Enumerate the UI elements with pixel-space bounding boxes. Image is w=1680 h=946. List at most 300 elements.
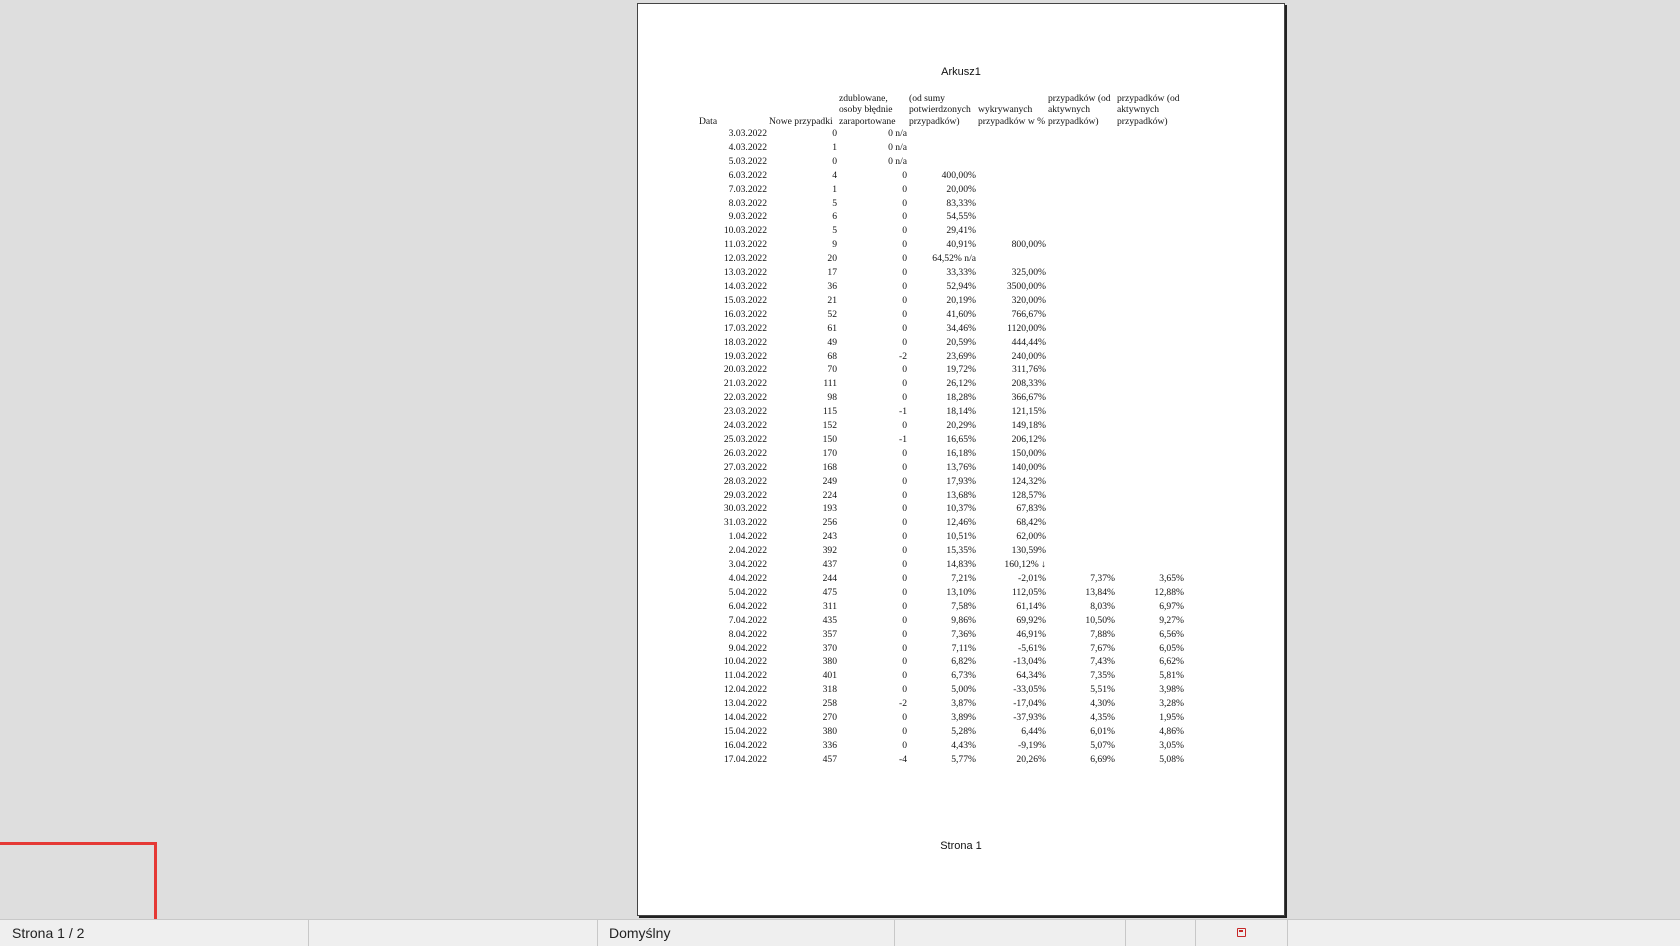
table-cell: -1 [899, 406, 907, 418]
table-cell: 7,88% [1090, 628, 1115, 640]
table-cell [1116, 489, 1185, 503]
status-field-language[interactable] [895, 920, 1126, 946]
column-header: przypadków (od aktywnych przypadków) [1048, 92, 1111, 127]
table-row [698, 336, 1185, 350]
table-cell [1047, 280, 1116, 294]
table-cell: 0 [902, 475, 907, 487]
table-cell: 1,95% [1159, 712, 1184, 724]
table-cell: 6,97% [1159, 600, 1184, 612]
table-cell [1116, 224, 1185, 238]
table-cell: 0 [902, 183, 907, 195]
table-cell: 0 [902, 600, 907, 612]
table-cell: 170 [822, 447, 837, 459]
table-cell: 0 [902, 280, 907, 292]
table-cell: 0 [902, 294, 907, 306]
table-cell: 41,60% [946, 308, 976, 320]
table-cell: 20,00% [946, 183, 976, 195]
table-cell: 34,46% [946, 322, 976, 334]
table-row [698, 155, 1185, 169]
table-cell [977, 141, 1047, 155]
table-cell [1116, 210, 1185, 224]
table-cell: 18.03.2022 [723, 336, 767, 348]
table-cell: 27.03.2022 [723, 461, 767, 473]
table-cell: 4,43% [951, 739, 976, 751]
data-table [698, 86, 1185, 767]
table-row [698, 530, 1185, 544]
table-cell [908, 155, 977, 169]
table-cell: 98 [827, 392, 837, 404]
table-cell: -2,01% [1018, 573, 1046, 584]
table-cell [1047, 419, 1116, 433]
table-cell: 13,84% [1085, 586, 1115, 598]
table-cell: 20,26% [1016, 753, 1046, 765]
table-cell: 61 [827, 322, 837, 334]
table-cell [1047, 391, 1116, 405]
table-cell [1047, 155, 1116, 169]
table-cell: 0 [902, 517, 907, 529]
table-cell: 5,00% [951, 684, 976, 696]
table-cell: 8.04.2022 [728, 628, 767, 640]
table-cell [1116, 141, 1185, 155]
table-cell: 70 [827, 364, 837, 376]
table-cell: 1.04.2022 [728, 531, 767, 543]
table-cell [1116, 197, 1185, 211]
table-cell: -17,04% [1013, 698, 1046, 710]
table-cell: 243 [822, 531, 837, 543]
table-cell [1116, 433, 1185, 447]
table-row [698, 183, 1185, 197]
table-cell: 121,15% [1011, 406, 1046, 418]
table-cell: 4 [832, 169, 837, 181]
table-cell: 0 [902, 586, 907, 598]
table-cell: 0 [902, 725, 907, 737]
table-cell [977, 197, 1047, 211]
table-cell: 380 [822, 656, 837, 668]
table-cell: 18,28% [946, 392, 976, 404]
table-cell: 7,37% [1090, 573, 1115, 584]
table-row [698, 141, 1185, 155]
table-cell: 130,59% [1011, 545, 1046, 557]
table-cell [1047, 183, 1116, 197]
table-cell: 0 [832, 128, 837, 139]
table-cell: 0 [902, 503, 907, 515]
table-cell: 10,50% [1085, 614, 1115, 626]
table-cell: 206,12% [1011, 433, 1046, 445]
table-cell: 4.04.2022 [728, 573, 767, 584]
table-cell: 0 [902, 364, 907, 376]
table-cell [1116, 294, 1185, 308]
table-cell [908, 127, 977, 141]
table-cell: 9,27% [1159, 614, 1184, 626]
table-cell: 5.03.2022 [728, 155, 767, 167]
table-cell [1047, 502, 1116, 516]
table-cell [1047, 350, 1116, 364]
table-cell: 52 [827, 308, 837, 320]
table-cell: 5,08% [1159, 753, 1184, 765]
table-cell: 10,51% [946, 531, 976, 543]
table-cell [1116, 155, 1185, 169]
table-cell: 24.03.2022 [723, 420, 767, 432]
table-cell: 160,12% ↓ [1004, 559, 1046, 571]
table-header-row [698, 86, 1185, 127]
table-row [698, 572, 1185, 586]
table-cell: -33,05% [1013, 684, 1046, 696]
table-cell: 22.03.2022 [723, 392, 767, 404]
table-cell: 1 [832, 183, 837, 195]
table-cell: 15.03.2022 [723, 294, 767, 306]
table-cell: 20.03.2022 [723, 364, 767, 376]
table-row [698, 558, 1185, 572]
table-cell: 1 [832, 141, 837, 153]
table-cell [1116, 405, 1185, 419]
table-cell: 26,12% [946, 378, 976, 390]
table-cell: 46,91% [1016, 628, 1046, 640]
table-cell: 140,00% [1011, 461, 1046, 473]
table-row [698, 600, 1185, 614]
table-cell: -4 [899, 753, 907, 765]
table-cell: 240,00% [1011, 350, 1046, 362]
table-cell [1116, 169, 1185, 183]
table-cell [1047, 210, 1116, 224]
table-cell: -5,61% [1018, 642, 1046, 654]
table-body [698, 127, 1185, 767]
table-cell: 69,92% [1016, 614, 1046, 626]
table-cell: 3,05% [1159, 739, 1184, 751]
table-row [698, 753, 1185, 767]
table-cell: 8.03.2022 [728, 197, 767, 209]
table-cell [1047, 308, 1116, 322]
table-cell: 8,03% [1090, 600, 1115, 612]
table-row [698, 433, 1185, 447]
table-cell [1047, 127, 1116, 141]
table-cell: 2.04.2022 [728, 545, 767, 557]
table-cell: 17 [827, 267, 837, 279]
table-row [698, 127, 1185, 141]
table-cell: 357 [822, 628, 837, 640]
table-cell: -2 [899, 350, 907, 362]
table-row [698, 739, 1185, 753]
table-cell: 401 [822, 670, 837, 682]
table-cell: 5,07% [1090, 739, 1115, 751]
table-cell: 152 [822, 420, 837, 432]
preview-page [637, 3, 1285, 916]
table-cell: 370 [822, 642, 837, 654]
table-cell: 0 [902, 642, 907, 654]
table-cell: 0 [902, 739, 907, 751]
column-header: Data [699, 115, 718, 127]
table-cell: 258 [822, 698, 837, 710]
table-row [698, 516, 1185, 530]
table-cell: -13,04% [1013, 656, 1046, 668]
column-header: zdublowane, osoby błędnie zaraportowane [839, 92, 896, 127]
table-cell [1047, 197, 1116, 211]
table-cell: 64,52% n/a [932, 253, 976, 265]
table-cell [1116, 391, 1185, 405]
table-row [698, 489, 1185, 503]
table-cell: 0 [902, 559, 907, 571]
table-cell [1047, 447, 1116, 461]
table-cell [1116, 252, 1185, 266]
table-cell: 19,72% [946, 364, 976, 376]
table-cell: 0 [902, 253, 907, 265]
sheet-title: Arkusz1 [941, 66, 981, 78]
table-cell: 5 [832, 225, 837, 237]
table-cell: 444,44% [1011, 336, 1046, 348]
table-cell: 311,76% [1011, 364, 1046, 376]
table-cell [1116, 183, 1185, 197]
table-row [698, 322, 1185, 336]
table-cell [1047, 252, 1116, 266]
table-cell: 0 [902, 392, 907, 404]
table-cell: 0 n/a [888, 128, 907, 139]
table-cell: 7,58% [951, 600, 976, 612]
table-cell: 392 [822, 545, 837, 557]
table-cell: 149,18% [1011, 420, 1046, 432]
table-cell: 7,67% [1090, 642, 1115, 654]
table-row [698, 224, 1185, 238]
table-row [698, 238, 1185, 252]
table-cell: 6,73% [951, 670, 976, 682]
table-cell: 7,21% [951, 573, 976, 584]
table-cell: 16.03.2022 [723, 308, 767, 320]
table-cell: 168 [822, 461, 837, 473]
table-cell [977, 127, 1047, 141]
table-cell: 9.03.2022 [728, 211, 767, 223]
table-cell: 7,43% [1090, 656, 1115, 668]
table-cell [1047, 544, 1116, 558]
table-cell: 20,29% [946, 420, 976, 432]
table-cell: 6,05% [1159, 642, 1184, 654]
table-row [698, 419, 1185, 433]
table-cell: 62,00% [1016, 531, 1046, 543]
table-row [698, 655, 1185, 669]
table-row [698, 614, 1185, 628]
table-cell: 21.03.2022 [723, 378, 767, 390]
table-cell: 33,33% [946, 267, 976, 279]
table-row [698, 266, 1185, 280]
page-indicator[interactable]: Strona 1 / 2 [0, 920, 309, 946]
table-cell: 15,35% [946, 545, 976, 557]
table-cell: 224 [822, 489, 837, 501]
table-cell [1116, 544, 1185, 558]
table-cell: 0 [902, 461, 907, 473]
table-cell [1047, 530, 1116, 544]
table-cell: 9 [832, 239, 837, 251]
table-cell: 10,37% [946, 503, 976, 515]
table-cell: 36 [827, 280, 837, 292]
table-cell: 366,67% [1011, 392, 1046, 404]
table-cell: 10.03.2022 [723, 225, 767, 237]
table-cell [1047, 489, 1116, 503]
table-row [698, 363, 1185, 377]
table-cell: 0 [902, 656, 907, 668]
table-cell: 249 [822, 475, 837, 487]
table-cell: 208,33% [1011, 378, 1046, 390]
table-cell [1116, 475, 1185, 489]
table-cell: 15.04.2022 [723, 725, 767, 737]
page-style-indicator[interactable]: Domyślny [597, 920, 895, 946]
table-cell: 0 [902, 169, 907, 181]
table-cell: 17,93% [946, 475, 976, 487]
table-row [698, 377, 1185, 391]
table-cell: 12,46% [946, 517, 976, 529]
table-cell: 3.04.2022 [728, 559, 767, 571]
table-cell [1116, 350, 1185, 364]
table-row [698, 252, 1185, 266]
table-cell: 13,10% [946, 586, 976, 598]
table-cell: 0 [902, 447, 907, 459]
table-row [698, 210, 1185, 224]
status-field-selection-mode[interactable] [1125, 920, 1196, 946]
table-cell: 112,05% [1011, 586, 1046, 598]
table-row [698, 628, 1185, 642]
table-cell [1047, 377, 1116, 391]
table-cell: 16,18% [946, 447, 976, 459]
table-cell: 5 [832, 197, 837, 209]
table-cell: 17.04.2022 [723, 753, 767, 765]
table-cell: 256 [822, 517, 837, 529]
table-row [698, 391, 1185, 405]
table-cell: 6,56% [1159, 628, 1184, 640]
table-cell: 4.03.2022 [728, 141, 767, 153]
table-row [698, 697, 1185, 711]
table-cell: 1120,00% [1007, 322, 1046, 334]
document-modified-icon[interactable] [1237, 928, 1246, 937]
table-cell: 0 [902, 378, 907, 390]
table-cell [1047, 516, 1116, 530]
table-cell [1047, 363, 1116, 377]
table-cell: 13,76% [946, 461, 976, 473]
table-cell: 18,14% [946, 406, 976, 418]
table-cell [1116, 502, 1185, 516]
table-cell: 23.03.2022 [723, 406, 767, 418]
table-cell: 800,00% [1011, 239, 1046, 251]
table-cell [1116, 447, 1185, 461]
table-cell [1116, 461, 1185, 475]
table-cell: 5,28% [951, 725, 976, 737]
table-row [698, 725, 1185, 739]
table-cell [1116, 377, 1185, 391]
table-row [698, 447, 1185, 461]
table-cell: 6.03.2022 [728, 169, 767, 181]
table-cell: 17.03.2022 [723, 322, 767, 334]
table-cell [1047, 224, 1116, 238]
table-cell [1116, 308, 1185, 322]
table-row [698, 586, 1185, 600]
table-cell: 25.03.2022 [723, 433, 767, 445]
table-cell [977, 155, 1047, 169]
table-cell [1047, 169, 1116, 183]
table-cell: 7.03.2022 [728, 183, 767, 195]
table-cell: 0 [832, 155, 837, 167]
table-cell: 14.04.2022 [723, 712, 767, 724]
table-row [698, 502, 1185, 516]
table-cell: 4,35% [1090, 712, 1115, 724]
table-cell [1116, 363, 1185, 377]
table-cell: 40,91% [946, 239, 976, 251]
table-cell: -2 [899, 698, 907, 710]
table-cell [1116, 127, 1185, 141]
table-cell: 270 [822, 712, 837, 724]
table-cell: 0 n/a [888, 141, 907, 153]
table-cell: 6 [832, 211, 837, 223]
table-cell: 26.03.2022 [723, 447, 767, 459]
table-cell: 380 [822, 725, 837, 737]
table-row [698, 280, 1185, 294]
table-cell [977, 183, 1047, 197]
table-cell: 20,19% [946, 294, 976, 306]
table-cell: 6,82% [951, 656, 976, 668]
table-row [698, 642, 1185, 656]
table-row [698, 405, 1185, 419]
table-cell [1116, 238, 1185, 252]
table-cell: 16.04.2022 [723, 739, 767, 751]
table-cell: 3,89% [951, 712, 976, 724]
table-cell: 4,30% [1090, 698, 1115, 710]
table-cell: 6,62% [1159, 656, 1184, 668]
table-cell [1047, 558, 1116, 572]
table-cell [1116, 322, 1185, 336]
table-cell [1116, 530, 1185, 544]
table-cell [1047, 266, 1116, 280]
table-cell: 31.03.2022 [723, 517, 767, 529]
table-cell: 0 [902, 712, 907, 724]
table-cell [908, 141, 977, 155]
table-cell: 0 [902, 670, 907, 682]
table-cell: 0 [902, 684, 907, 696]
table-row [698, 544, 1185, 558]
table-cell: 6,01% [1090, 725, 1115, 737]
table-cell: 0 [902, 628, 907, 640]
table-cell [1047, 433, 1116, 447]
table-cell: 20,59% [946, 336, 976, 348]
table-cell: 0 [902, 211, 907, 223]
table-cell: 5,81% [1159, 670, 1184, 682]
table-cell: 4,86% [1159, 725, 1184, 737]
table-cell: 0 n/a [888, 155, 907, 167]
table-cell: 318 [822, 684, 837, 696]
table-cell: 3500,00% [1006, 280, 1046, 292]
table-cell: 61,14% [1016, 600, 1046, 612]
table-cell [1116, 336, 1185, 350]
table-cell: 115 [822, 406, 837, 418]
table-cell: 12.04.2022 [723, 684, 767, 696]
table-cell: 0 [902, 489, 907, 501]
table-cell [977, 169, 1047, 183]
table-cell: 193 [822, 503, 837, 515]
table-cell: 6,44% [1021, 725, 1046, 737]
table-cell: 3,98% [1159, 684, 1184, 696]
table-cell: 28.03.2022 [723, 475, 767, 487]
status-bar [0, 919, 1680, 946]
table-row [698, 683, 1185, 697]
table-cell: 437 [822, 559, 837, 571]
table-cell: 244 [822, 573, 837, 584]
table-cell: 475 [822, 586, 837, 598]
table-cell [1047, 238, 1116, 252]
table-cell [1047, 294, 1116, 308]
table-row [698, 197, 1185, 211]
table-cell: 7,36% [951, 628, 976, 640]
table-cell: 0 [902, 336, 907, 348]
table-cell: 23,69% [946, 350, 976, 362]
table-cell: 19.03.2022 [723, 350, 767, 362]
table-cell: 11.03.2022 [724, 239, 767, 251]
table-cell: 311 [822, 600, 837, 612]
page-footer: Strona 1 [940, 840, 982, 852]
table-cell: 54,55% [946, 211, 976, 223]
table-cell: 14.03.2022 [723, 280, 767, 292]
